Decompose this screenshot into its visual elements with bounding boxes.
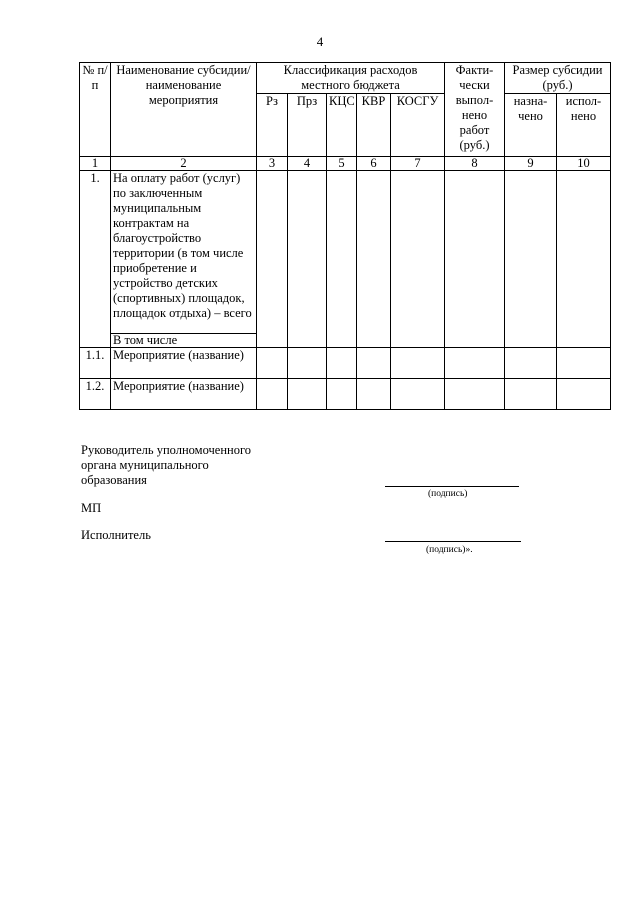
column-number: 3 (257, 157, 288, 171)
row-name: В том числе (111, 334, 257, 348)
cell-kcs (327, 334, 357, 348)
cell-executed (557, 171, 611, 334)
head-signature-caption: (подпись) (428, 489, 468, 499)
header-subsidy: Размер субсидии (руб.) (505, 63, 611, 94)
row-num (80, 334, 111, 348)
cell-kosgu (391, 379, 445, 410)
table-row (80, 334, 611, 348)
executor-label: Исполнитель (81, 528, 151, 542)
cell-rz (257, 348, 288, 379)
cell-assigned (505, 348, 557, 379)
column-number: 2 (111, 157, 257, 171)
cell-actual (445, 379, 505, 410)
row-name: Мероприятие (название) (111, 379, 257, 410)
column-number: 9 (505, 157, 557, 171)
header-prz: Прз (288, 94, 327, 157)
cell-kvr (357, 171, 391, 334)
header-name: Наименование субсидии/наименование мероприятия (111, 63, 257, 157)
cell-kcs (327, 171, 357, 334)
table-row (80, 379, 611, 410)
head-signature-label: Руководитель уполномоченного органа муниципального образования (81, 443, 252, 487)
cell-kosgu (391, 334, 445, 348)
column-number: 4 (288, 157, 327, 171)
cell-assigned (505, 334, 557, 348)
page-number: 4 (316, 34, 324, 49)
row-name: На оплату работ (услуг) по заключенным муниципальным контрактам на благоустройство территории (в том числе приобретение и устройство детских (спортивных) площадок, площадок отдыха) – всего (111, 171, 257, 334)
table-row (80, 348, 611, 379)
executor-signature-caption: (подпись)». (426, 545, 473, 555)
cell-prz (288, 348, 327, 379)
row-num: 1.1. (80, 348, 111, 379)
column-number: 6 (357, 157, 391, 171)
header-kvr: КВР (357, 94, 391, 157)
cell-kvr (357, 348, 391, 379)
column-numbers-row (80, 157, 611, 171)
head-signature-line (385, 486, 519, 487)
cell-prz (288, 379, 327, 410)
stamp-label: МП (81, 501, 102, 515)
cell-kosgu (391, 171, 445, 334)
row-num: 1.2. (80, 379, 111, 410)
header-kosgu: КОСГУ (391, 94, 445, 157)
cell-rz (257, 379, 288, 410)
cell-kcs (327, 348, 357, 379)
header-row-1 (80, 63, 611, 94)
cell-assigned (505, 379, 557, 410)
row-name: Мероприятие (название) (111, 348, 257, 379)
column-number: 10 (557, 157, 611, 171)
executor-signature-line (385, 541, 521, 542)
cell-kcs (327, 379, 357, 410)
column-number: 8 (445, 157, 505, 171)
cell-rz (257, 334, 288, 348)
cell-actual (445, 171, 505, 334)
header-rz: Рз (257, 94, 288, 157)
column-number: 5 (327, 157, 357, 171)
cell-actual (445, 334, 505, 348)
cell-executed (557, 348, 611, 379)
cell-prz (288, 171, 327, 334)
header-executed: испол-нено (557, 94, 611, 157)
cell-actual (445, 348, 505, 379)
header-kcs: КЦС (327, 94, 357, 157)
header-actual: Факти-чески выпол-нено работ (руб.) (445, 63, 505, 157)
header-num: № п/п (80, 63, 111, 157)
column-number: 1 (80, 157, 111, 171)
row-num: 1. (80, 171, 111, 334)
header-classification: Классификация расходов местного бюджета (257, 63, 445, 94)
cell-kvr (357, 334, 391, 348)
cell-kosgu (391, 348, 445, 379)
cell-executed (557, 379, 611, 410)
column-number: 7 (391, 157, 445, 171)
subsidy-table (79, 62, 611, 410)
cell-executed (557, 334, 611, 348)
cell-kvr (357, 379, 391, 410)
header-assigned: назна-чено (505, 94, 557, 157)
table-row (80, 171, 611, 334)
cell-rz (257, 171, 288, 334)
cell-prz (288, 334, 327, 348)
cell-assigned (505, 171, 557, 334)
